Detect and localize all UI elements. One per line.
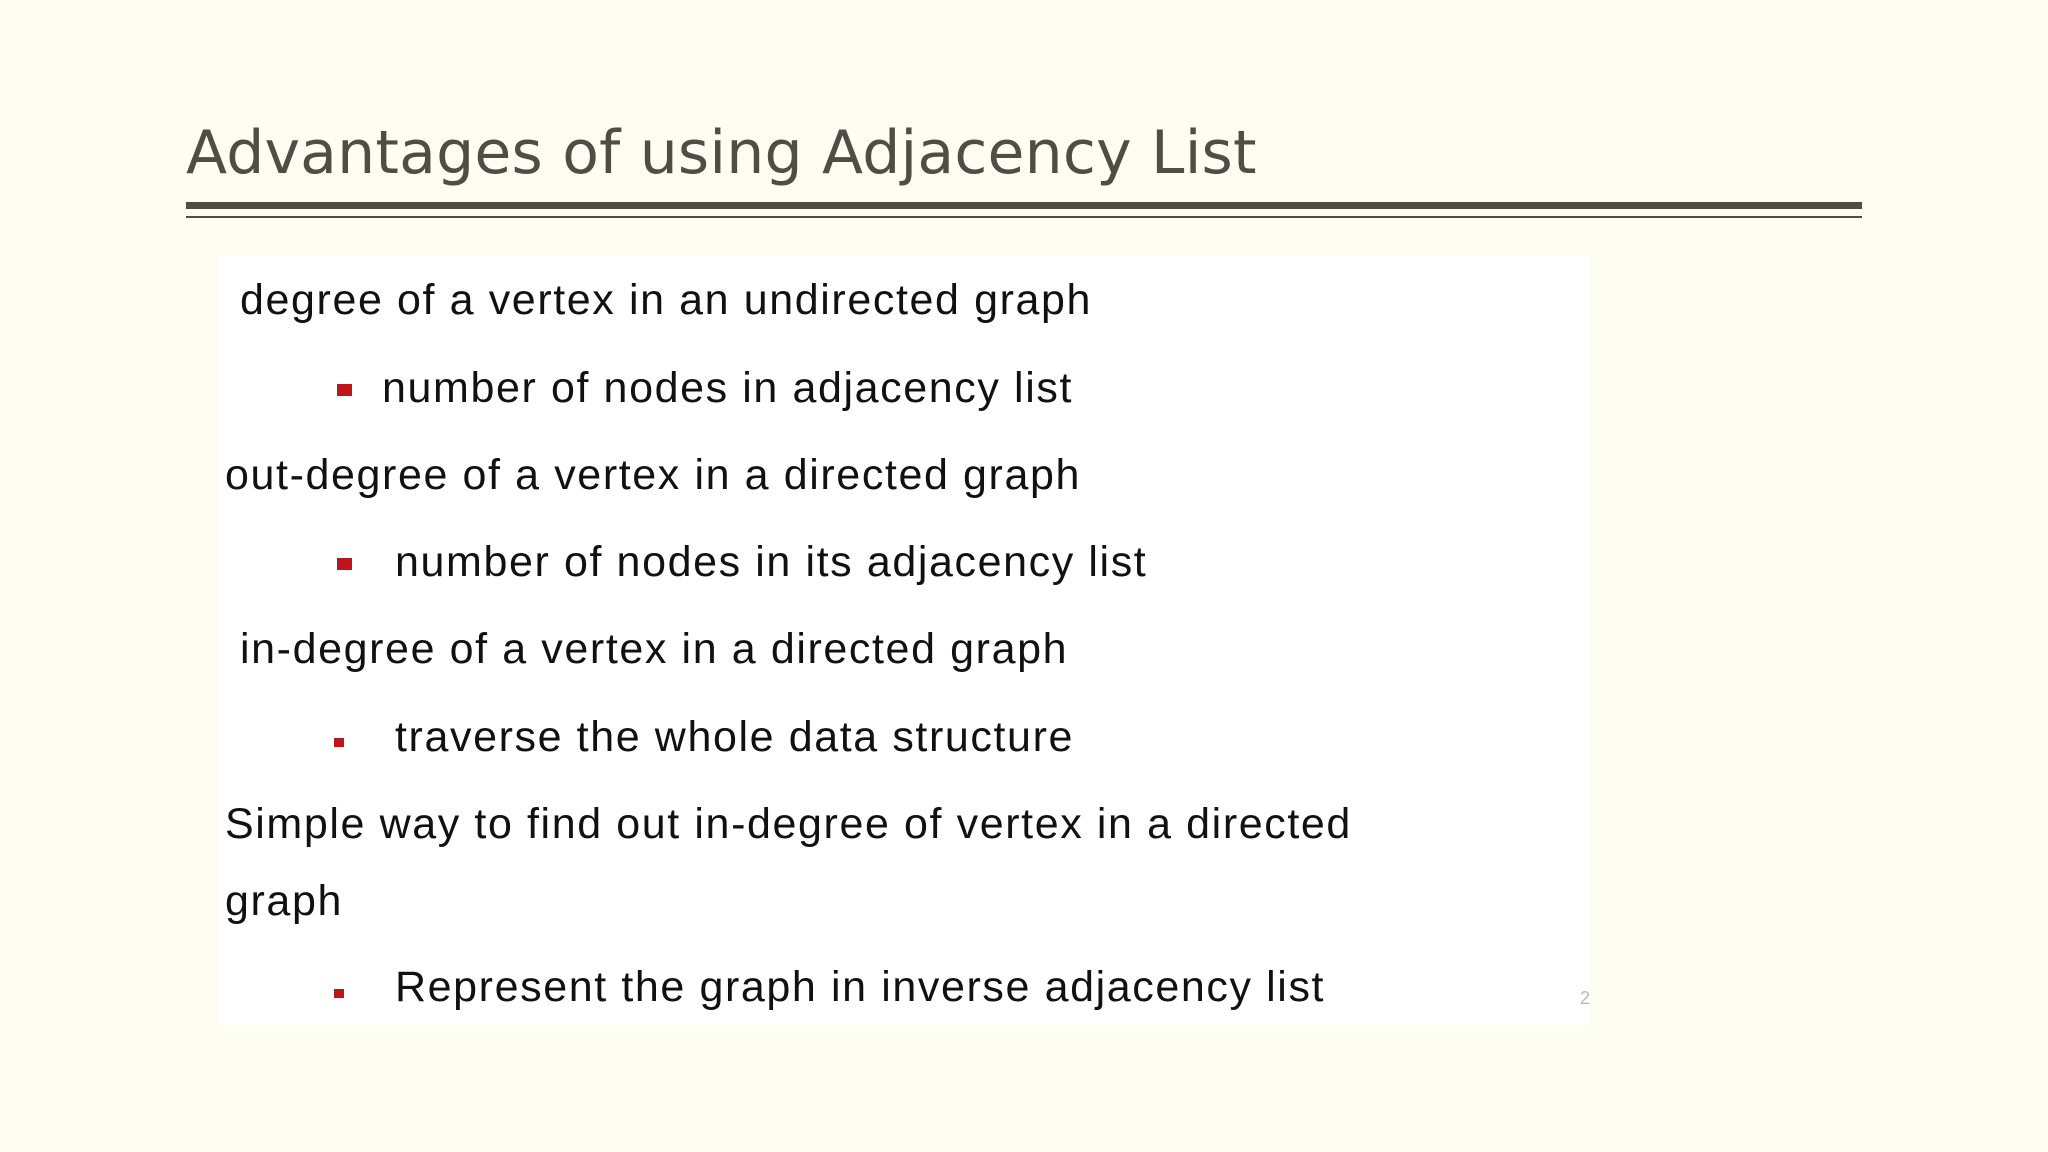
bullet-item-traverse: traverse the whole data structure xyxy=(395,713,1075,761)
bullet-item-inverse-list: Represent the graph in inverse adjacency list xyxy=(395,963,1326,1011)
slide-title: Advantages of using Adjacency List xyxy=(186,118,1257,188)
text-line-in-degree: in-degree of a vertex in a directed graph xyxy=(240,625,1069,673)
text-line-graph: graph xyxy=(225,877,343,925)
text-line-out-degree: out-degree of a vertex in a directed graph xyxy=(225,451,1082,499)
bullet-item-nodes-in-its-list: number of nodes in its adjacency list xyxy=(395,538,1148,586)
square-bullet-icon xyxy=(334,738,344,747)
square-bullet-icon xyxy=(337,384,352,396)
bullet-item-nodes-in-list: number of nodes in adjacency list xyxy=(382,364,1073,412)
text-line-simple-way: Simple way to find out in-degree of vertex in a directed xyxy=(225,800,1352,848)
square-bullet-icon xyxy=(337,558,352,570)
title-underline-thin xyxy=(186,216,1862,218)
page-number: 2 xyxy=(1580,988,1591,1008)
square-bullet-icon xyxy=(334,989,344,998)
title-underline-thick xyxy=(186,202,1862,209)
text-line-degree-undirected: degree of a vertex in an undirected graph xyxy=(240,276,1093,324)
content-image xyxy=(218,256,1590,1026)
